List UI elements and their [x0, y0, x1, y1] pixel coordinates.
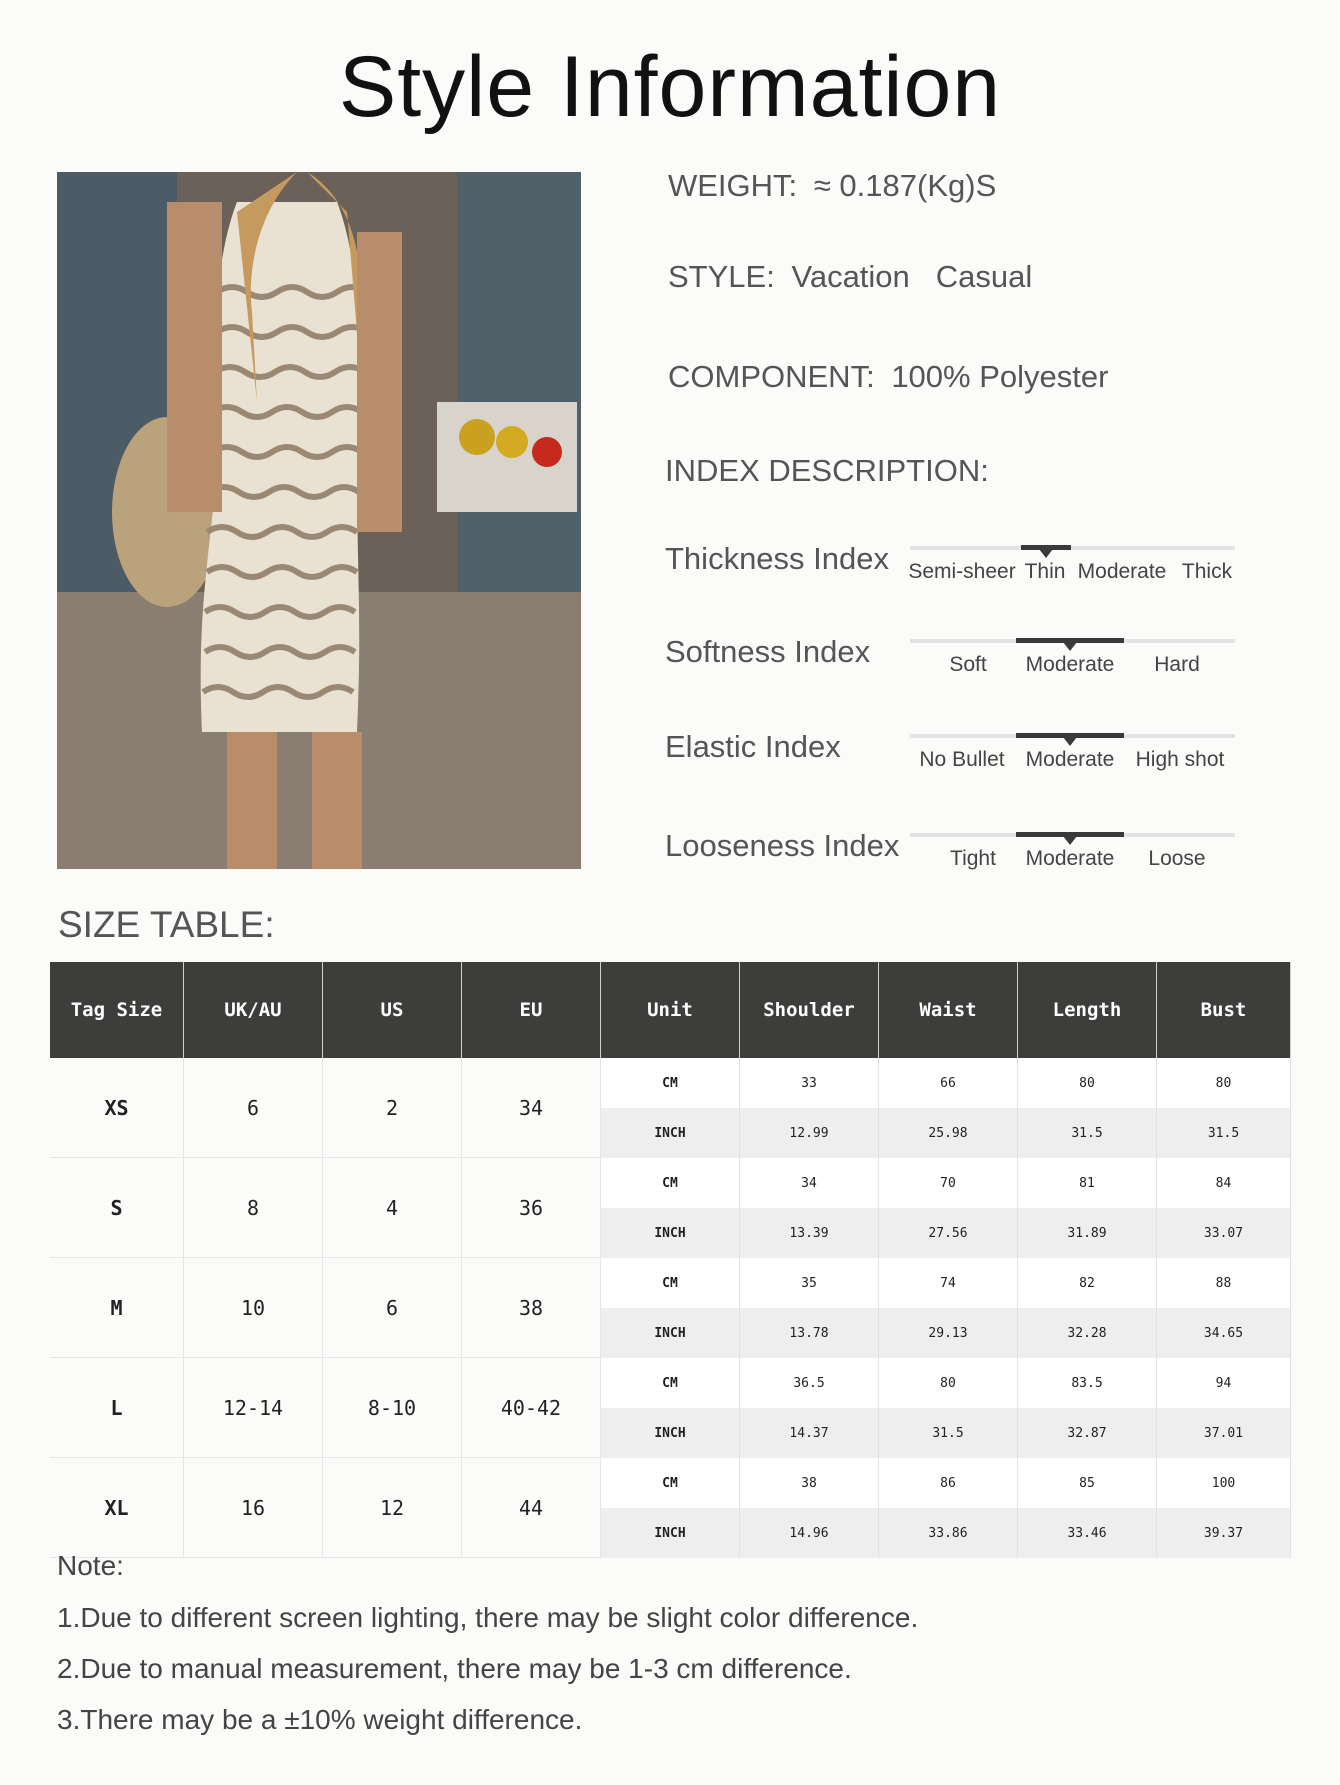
- table-cell-unit: CM: [601, 1058, 740, 1108]
- table-cell-measurement: 34: [740, 1158, 879, 1208]
- notes-heading: Note:: [57, 1550, 124, 1581]
- table-cell-measurement: 83.5: [1018, 1358, 1157, 1408]
- table-cell-measurement: 12.99: [740, 1108, 879, 1158]
- table-cell-us: 4: [323, 1158, 462, 1258]
- table-header-cell: Shoulder: [740, 962, 879, 1058]
- table-cell-measurement: 66: [879, 1058, 1018, 1108]
- softness-index-scale: [910, 633, 1235, 693]
- note-item: 3.There may be a ±10% weight difference.: [57, 1704, 583, 1735]
- scale-option: Moderate: [1025, 748, 1115, 771]
- table-cell-measurement: 32.28: [1018, 1308, 1157, 1358]
- table-header-cell: Unit: [601, 962, 740, 1058]
- table-cell-measurement: 84: [1157, 1158, 1291, 1208]
- table-cell-tag: XL: [50, 1458, 184, 1558]
- table-cell-measurement: 33.07: [1157, 1208, 1291, 1258]
- looseness-index-label: Looseness Index: [665, 828, 900, 863]
- table-cell-unit: INCH: [601, 1108, 740, 1158]
- scale-option: Loose: [1148, 847, 1206, 870]
- component-label: COMPONENT:: [668, 359, 875, 394]
- table-cell-unit: CM: [601, 1258, 740, 1308]
- table-cell-measurement: 27.56: [879, 1208, 1018, 1258]
- table-cell-eu: 44: [462, 1458, 601, 1558]
- table-cell-measurement: 13.78: [740, 1308, 879, 1358]
- scale-option: High shot: [1135, 748, 1225, 771]
- weight-line: [668, 168, 996, 204]
- table-cell-measurement: 33.86: [879, 1508, 1018, 1558]
- table-cell-tag: L: [50, 1358, 184, 1458]
- table-cell-unit: CM: [601, 1158, 740, 1208]
- table-cell-eu: 34: [462, 1058, 601, 1158]
- table-cell-uk: 8: [184, 1158, 323, 1258]
- table-cell-measurement: 31.5: [1157, 1108, 1291, 1158]
- table-cell-measurement: 81: [1018, 1158, 1157, 1208]
- scale-option: Moderate: [1077, 560, 1167, 583]
- scale-option: Thick: [1181, 560, 1233, 583]
- style-value: Vacation: [791, 259, 910, 294]
- scale-option: Soft: [949, 653, 987, 676]
- table-cell-measurement: 14.96: [740, 1508, 879, 1558]
- table-cell-uk: 16: [184, 1458, 323, 1558]
- table-cell-measurement: 82: [1018, 1258, 1157, 1308]
- note-item: 1.Due to different screen lighting, there may be slight color difference.: [57, 1602, 919, 1633]
- component-value: 100% Polyester: [891, 359, 1109, 394]
- table-cell-measurement: 31.5: [879, 1408, 1018, 1458]
- table-header-cell: Waist: [879, 962, 1018, 1058]
- note-item: 2.Due to manual measurement, there may be 1-3 cm difference.: [57, 1653, 852, 1684]
- table-cell-us: 12: [323, 1458, 462, 1558]
- table-cell-eu: 36: [462, 1158, 601, 1258]
- table-cell-tag: XS: [50, 1058, 184, 1158]
- elastic-index-scale: [910, 728, 1235, 788]
- scale-option: No Bullet: [919, 748, 1005, 771]
- table-cell-measurement: 70: [879, 1158, 1018, 1208]
- scale-option: Thin: [1024, 560, 1066, 583]
- table-header-cell: Bust: [1157, 962, 1291, 1058]
- table-cell-eu: 38: [462, 1258, 601, 1358]
- table-cell-tag: S: [50, 1158, 184, 1258]
- table-cell-measurement: 33.46: [1018, 1508, 1157, 1558]
- table-cell-measurement: 37.01: [1157, 1408, 1291, 1458]
- table-cell-measurement: 86: [879, 1458, 1018, 1508]
- table-cell-measurement: 80: [879, 1358, 1018, 1408]
- table-cell-measurement: 80: [1018, 1058, 1157, 1108]
- table-cell-unit: INCH: [601, 1408, 740, 1458]
- table-header-cell: Length: [1018, 962, 1157, 1058]
- weight-label: WEIGHT:: [668, 168, 798, 203]
- scale-option: Moderate: [1025, 653, 1115, 676]
- style-label: STYLE:: [668, 259, 775, 294]
- style-line: [668, 259, 1058, 295]
- table-cell-measurement: 35: [740, 1258, 879, 1308]
- size-table-heading: SIZE TABLE:: [58, 904, 275, 945]
- elastic-index-label: Elastic Index: [665, 729, 841, 764]
- weight-value: ≈ 0.187(Kg)S: [813, 168, 997, 203]
- table-cell-measurement: 13.39: [740, 1208, 879, 1258]
- table-cell-measurement: 38: [740, 1458, 879, 1508]
- table-cell-us: 8-10: [323, 1358, 462, 1458]
- table-cell-measurement: 32.87: [1018, 1408, 1157, 1458]
- table-header-cell: UK/AU: [184, 962, 323, 1058]
- table-cell-measurement: 14.37: [740, 1408, 879, 1458]
- component-line: [668, 359, 1108, 395]
- table-cell-measurement: 34.65: [1157, 1308, 1291, 1358]
- table-cell-measurement: 25.98: [879, 1108, 1018, 1158]
- table-cell-tag: M: [50, 1258, 184, 1358]
- page-title: Style Information: [338, 39, 1002, 135]
- table-cell-measurement: 85: [1018, 1458, 1157, 1508]
- table-cell-measurement: 88: [1157, 1258, 1291, 1308]
- table-cell-unit: INCH: [601, 1208, 740, 1258]
- table-cell-measurement: 31.89: [1018, 1208, 1157, 1258]
- scale-option: Hard: [1154, 653, 1200, 676]
- table-cell-measurement: 29.13: [879, 1308, 1018, 1358]
- softness-index-label: Softness Index: [665, 634, 871, 669]
- table-cell-us: 2: [323, 1058, 462, 1158]
- table-cell-unit: CM: [601, 1358, 740, 1408]
- table-cell-measurement: 74: [879, 1258, 1018, 1308]
- scale-option: Tight: [950, 847, 996, 870]
- looseness-index-scale: [910, 827, 1235, 887]
- table-cell-unit: CM: [601, 1458, 740, 1508]
- scale-option: Moderate: [1025, 847, 1115, 870]
- table-cell-unit: INCH: [601, 1308, 740, 1358]
- thickness-index-scale: [910, 540, 1235, 600]
- table-cell-measurement: 36.5: [740, 1358, 879, 1408]
- table-cell-eu: 40-42: [462, 1358, 601, 1458]
- table-cell-uk: 12-14: [184, 1358, 323, 1458]
- index-description-heading: INDEX DESCRIPTION:: [665, 453, 989, 488]
- table-cell-uk: 6: [184, 1058, 323, 1158]
- table-header-cell: US: [323, 962, 462, 1058]
- table-cell-unit: INCH: [601, 1508, 740, 1558]
- table-cell-measurement: 100: [1157, 1458, 1291, 1508]
- table-cell-measurement: 33: [740, 1058, 879, 1108]
- product-photo: [57, 172, 581, 869]
- table-cell-us: 6: [323, 1258, 462, 1358]
- thickness-index-label: Thickness Index: [665, 541, 889, 576]
- table-cell-uk: 10: [184, 1258, 323, 1358]
- style-value: Casual: [935, 259, 1033, 294]
- table-cell-measurement: 80: [1157, 1058, 1291, 1108]
- table-cell-measurement: 31.5: [1018, 1108, 1157, 1158]
- table-header-cell: Tag Size: [50, 962, 184, 1058]
- table-header-cell: EU: [462, 962, 601, 1058]
- table-cell-measurement: 94: [1157, 1358, 1291, 1408]
- table-cell-measurement: 39.37: [1157, 1508, 1291, 1558]
- scale-option: Semi-sheer: [908, 560, 1016, 583]
